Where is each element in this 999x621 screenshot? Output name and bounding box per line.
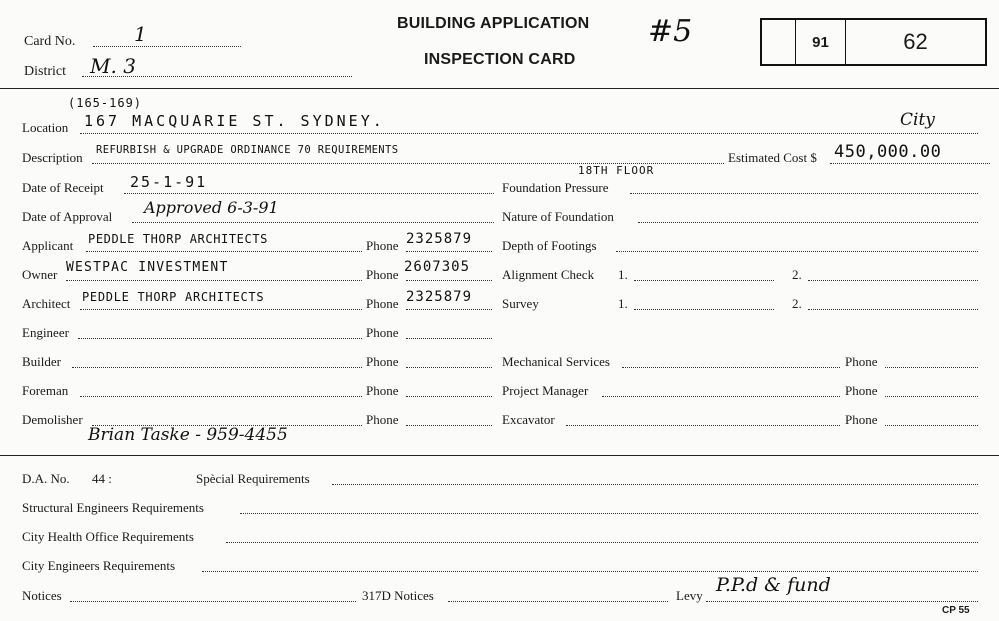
da-no-label: D.A. No. — [22, 471, 70, 486]
survey-label: Survey — [502, 296, 539, 311]
alignment-check-opt1: 1. — [618, 267, 628, 282]
title-line-2: INSPECTION CARD — [424, 51, 576, 68]
demolisher-phone-label: Phone — [366, 412, 399, 427]
applicant-value: PEDDLE THORP ARCHITECTS — [88, 232, 268, 246]
mechanical-services-label: Mechanical Services — [502, 354, 610, 369]
special-requirements-label: Spècial Requirements — [196, 471, 310, 486]
ref-box-1 — [762, 20, 796, 64]
location-note: (165-169) — [68, 96, 143, 110]
alignment-check-label: Alignment Check — [502, 267, 595, 282]
card-no-label: Card No. — [24, 34, 76, 49]
architect-phone-label: Phone — [366, 296, 399, 311]
location-label: Location — [22, 120, 69, 135]
applicant-phone: 2325879 — [406, 231, 473, 247]
project-manager-label: Project Manager — [502, 383, 589, 398]
engineers-requirements-label: City Engineers Requirements — [22, 558, 176, 573]
form-code: CP 55 — [942, 605, 970, 616]
hand-number: #5 — [648, 14, 693, 49]
depth-of-footings-label: Depth of Footings — [502, 238, 597, 253]
survey-opt1: 1. — [618, 296, 628, 311]
owner-label: Owner — [22, 267, 58, 282]
owner-phone-label: Phone — [366, 267, 399, 282]
location-value: 167 MACQUARIE ST. SYDNEY. — [84, 112, 385, 130]
nature-of-foundation-label: Nature of Foundation — [502, 209, 614, 224]
title-line-1: BUILDING APPLICATION — [397, 15, 590, 32]
demolisher-label: Demolisher — [22, 412, 83, 427]
architect-label: Architect — [22, 296, 71, 311]
survey-opt2: 2. — [792, 296, 802, 311]
excavator-label: Excavator — [502, 412, 555, 427]
excavator-phone-label: Phone — [845, 412, 878, 427]
date-of-receipt-value: 25-1-91 — [130, 173, 208, 191]
builder-label: Builder — [22, 354, 61, 369]
date-of-receipt-label: Date of Receipt — [22, 180, 104, 195]
notices-317d-label: 317D Notices — [362, 588, 434, 603]
applicant-label: Applicant — [22, 238, 74, 253]
description-value: REFURBISH & UPGRADE ORDINANCE 70 REQUIREMENTS — [96, 144, 399, 156]
district-value: M. 3 — [90, 54, 136, 78]
district-label: District — [24, 64, 66, 79]
date-of-approval-label: Date of Approval — [22, 209, 113, 224]
architect-value: PEDDLE THORP ARCHITECTS — [82, 290, 265, 304]
owner-value: WESTPAC INVESTMENT — [66, 260, 229, 275]
builder-phone-label: Phone — [366, 354, 399, 369]
ref-box-3: 62 — [903, 29, 928, 54]
foreman-phone-label: Phone — [366, 383, 399, 398]
description-note: 18TH FLOOR — [578, 164, 655, 177]
estimated-cost-label: Estimated Cost $ — [728, 150, 817, 165]
notices-label: Notices — [22, 588, 62, 603]
description-label: Description — [22, 150, 83, 165]
levy-label: Levy — [676, 588, 703, 603]
engineer-phone-label: Phone — [366, 325, 399, 340]
applicant-phone-label: Phone — [366, 238, 399, 253]
da-no-value: 44 : — [92, 471, 112, 486]
reference-boxes — [760, 18, 987, 66]
foundation-pressure-label: Foundation Pressure — [502, 180, 609, 195]
estimated-cost-value: 450,000.00 — [834, 142, 942, 162]
card-no-value: 1 — [134, 22, 147, 46]
health-requirements-label: City Health Office Requirements — [22, 529, 194, 544]
demolisher-note: Brian Taske - 959-4455 — [88, 425, 288, 445]
ref-box-2: 91 — [796, 20, 846, 64]
mechanical-phone-label: Phone — [845, 354, 878, 369]
architect-phone: 2325879 — [406, 289, 473, 305]
structural-requirements-label: Structural Engineers Requirements — [22, 500, 204, 515]
date-of-approval-value: Approved 6-3-91 — [144, 198, 279, 217]
location-suffix: City — [900, 110, 935, 130]
foreman-label: Foreman — [22, 383, 69, 398]
engineer-label: Engineer — [22, 325, 69, 340]
alignment-check-opt2: 2. — [792, 267, 802, 282]
project-manager-phone-label: Phone — [845, 383, 878, 398]
owner-phone: 2607305 — [404, 259, 471, 275]
levy-value: P.P.d & fund — [716, 574, 831, 596]
